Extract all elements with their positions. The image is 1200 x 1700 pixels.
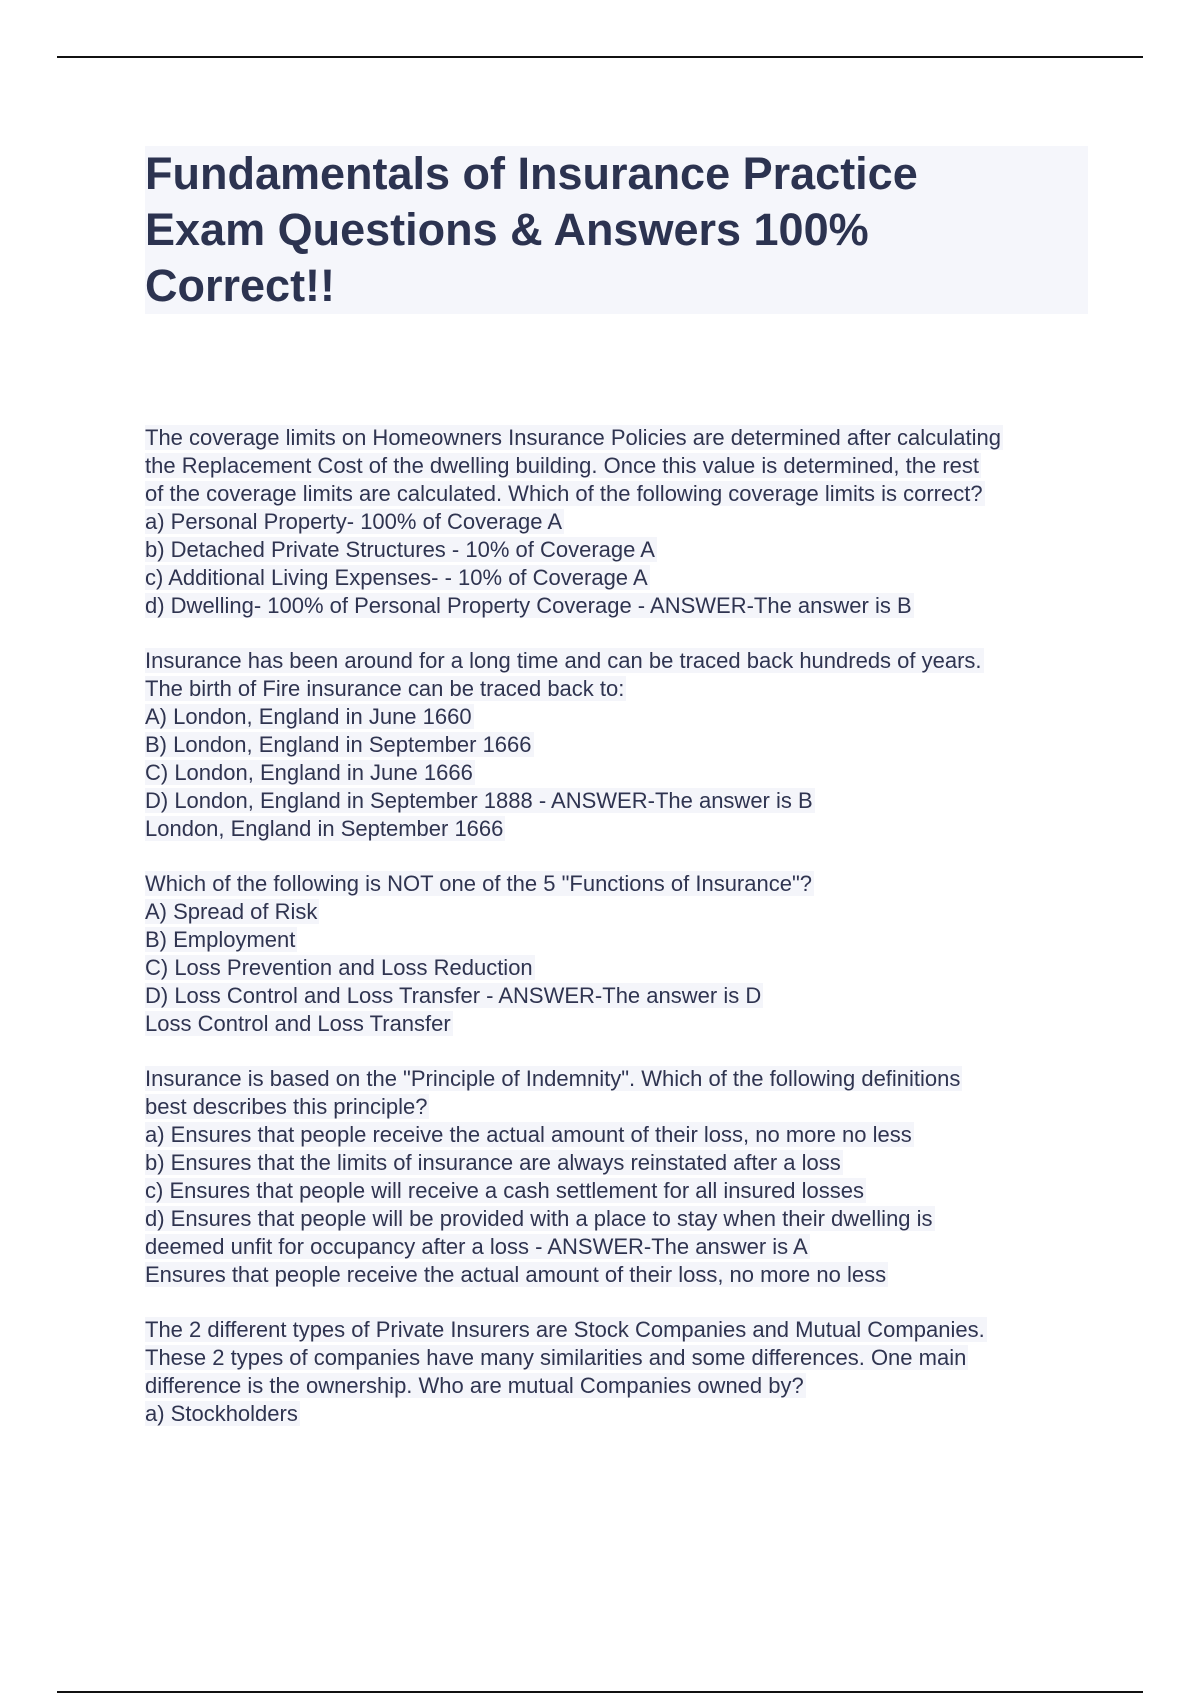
answer-text: Loss Control and Loss Transfer: [145, 1011, 451, 1036]
title-block: [145, 146, 1088, 314]
answer-text: Ensures that people receive the actual amount of their loss, no more no less: [145, 1262, 887, 1287]
text-line: Insurance has been around for a long time and can be traced back hundreds of years.: [145, 648, 982, 673]
bottom-rule: [57, 1691, 1143, 1693]
answer-option: a) Stockholders: [145, 1401, 298, 1426]
question-block-4: [145, 1065, 1095, 1289]
question-block-1: [145, 424, 1095, 620]
answer-option: c) Additional Living Expenses- - 10% of Coverage A: [145, 565, 648, 590]
question-block-3: [145, 870, 1095, 1038]
text-line: The birth of Fire insurance can be traced back to:: [145, 676, 625, 701]
answer-option: deemed unfit for occupancy after a loss - ANSWER-The answer is A: [145, 1234, 808, 1259]
answer-option: b) Ensures that the limits of insurance are always reinstated after a loss: [145, 1150, 841, 1175]
title-line: Correct!!: [145, 260, 336, 311]
text-line: difference is the ownership. Who are mutual Companies owned by?: [145, 1373, 804, 1398]
title-line: Fundamentals of Insurance Practice: [145, 148, 918, 199]
text-line: the Replacement Cost of the dwelling building. Once this value is determined, the rest: [145, 453, 980, 478]
question-block-5: [145, 1316, 1095, 1428]
answer-option: B) Employment: [145, 927, 296, 952]
answer-option: A) London, England in June 1660: [145, 704, 472, 729]
text-line: Which of the following is NOT one of the 5 "Functions of Insurance"?: [145, 871, 813, 896]
text-line: of the coverage limits are calculated. Which of the following coverage limits is correct?: [145, 481, 983, 506]
answer-option: c) Ensures that people will receive a cash settlement for all insured losses: [145, 1178, 865, 1203]
answer-option: B) London, England in September 1666: [145, 732, 532, 757]
answer-option: d) Dwelling- 100% of Personal Property Coverage - ANSWER-The answer is B: [145, 593, 912, 618]
answer-text: London, England in September 1666: [145, 816, 504, 841]
top-rule: [57, 56, 1143, 58]
answer-option: a) Ensures that people receive the actual amount of their loss, no more no less: [145, 1122, 912, 1147]
answer-option: a) Personal Property- 100% of Coverage A: [145, 509, 563, 534]
title-line: Exam Questions & Answers 100%: [145, 204, 869, 255]
answer-option: D) Loss Control and Loss Transfer - ANSWER-The answer is D: [145, 983, 762, 1008]
questions-list: [145, 424, 1095, 1455]
text-line: These 2 types of companies have many similarities and some differences. One main: [145, 1345, 967, 1370]
text-line: The coverage limits on Homeowners Insurance Policies are determined after calculating: [145, 425, 1001, 450]
answer-option: d) Ensures that people will be provided with a place to stay when their dwelling is: [145, 1206, 933, 1231]
text-line: The 2 different types of Private Insurers are Stock Companies and Mutual Companies.: [145, 1317, 985, 1342]
answer-option: C) London, England in June 1666: [145, 760, 473, 785]
answer-option: C) Loss Prevention and Loss Reduction: [145, 955, 533, 980]
text-line: Insurance is based on the "Principle of Indemnity". Which of the following definitions: [145, 1066, 961, 1091]
answer-option: b) Detached Private Structures - 10% of Coverage A: [145, 537, 655, 562]
answer-option: D) London, England in September 1888 - ANSWER-The answer is B: [145, 788, 813, 813]
question-block-2: [145, 647, 1095, 843]
text-line: best describes this principle?: [145, 1094, 428, 1119]
answer-option: A) Spread of Risk: [145, 899, 318, 924]
document-title: [145, 146, 1088, 314]
